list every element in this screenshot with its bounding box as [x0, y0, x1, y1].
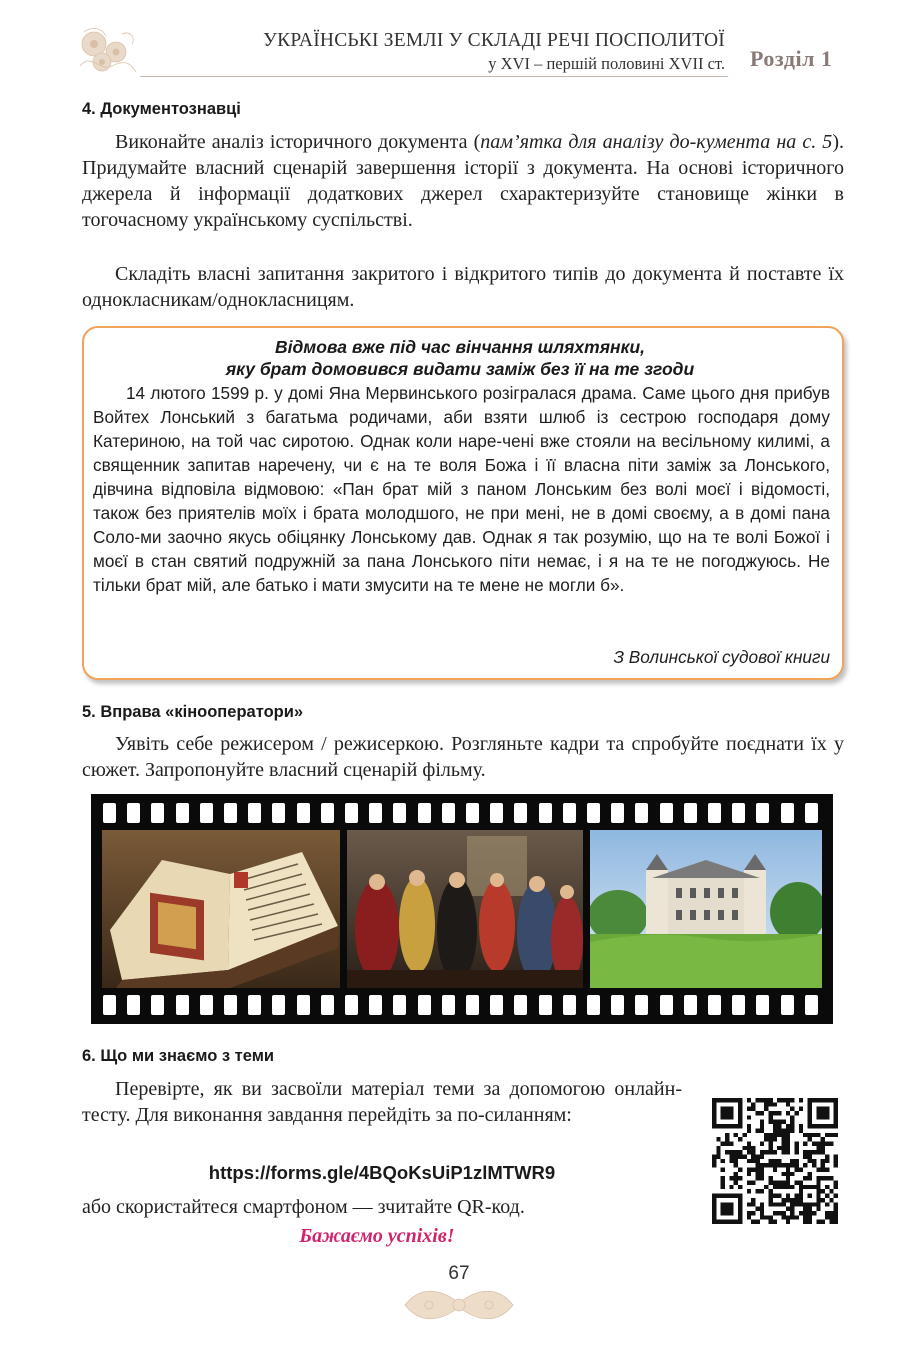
film-hole: [514, 803, 527, 823]
film-hole: [660, 803, 673, 823]
film-hole: [321, 995, 334, 1015]
film-hole: [490, 995, 503, 1015]
film-hole: [127, 803, 140, 823]
film-hole: [224, 995, 237, 1015]
film-hole: [781, 995, 794, 1015]
film-hole: [781, 803, 794, 823]
header-title: УКРАЇНСЬКІ ЗЕМЛІ У СКЛАДІ РЕЧІ ПОСПОЛИТОЇ: [263, 30, 725, 51]
film-hole: [176, 995, 189, 1015]
film-hole: [732, 995, 745, 1015]
castle-illustration: [590, 830, 822, 988]
film-hole: [176, 803, 189, 823]
document-source: З Волинської судової книги: [613, 647, 830, 667]
film-hole: [442, 803, 455, 823]
task6-paragraph-2: або скористайтеся смартфоном — зчитайте QR-код.: [82, 1196, 525, 1218]
document-title-line-1: Відмова вже під час вінчання шляхтянки,: [274, 337, 646, 357]
film-hole: [466, 803, 479, 823]
footer-ornament-icon: [399, 1283, 519, 1327]
film-hole: [200, 995, 213, 1015]
film-hole: [708, 803, 721, 823]
film-hole: [635, 995, 648, 1015]
film-hole: [103, 803, 116, 823]
film-hole: [103, 995, 116, 1015]
good-luck-text: Бажаємо успіхів!: [299, 1225, 455, 1247]
document-title-line-2: яку брат домовився видати заміж без її на те згоди: [225, 359, 695, 379]
film-hole: [756, 803, 769, 823]
document-body: 14 лютого 1599 р. у домі Яна Мервинського розігралася драма. Саме цього дня прибув Войтех Лонський з багатьма родичами, аби взяти шлюб із сестрою господаря дому Катериною, на той час сиротою. Однак коли наре-чені вже стояли на весільному килимі, а священник запитав наречену, чи є на те воля Божа і її власна піти заміж за Лонського, дівчина відповіла відмовою: «Пан брат мій з паном Лонським без волі моєї і відомості, також без приятелів моїх і брата молодшого, не при мені, не в домі своєму, а в домі пана Соло-ми заочно якусь обіцянку Лонському дав. Однак я так розумію, що на те волі Божої і моєї в стан святий подружній за пана Лонського піти немає, і я на те не погоджуюсь. Не тільки брат мій, але батько і мати змусити на те мене не могли б».: [93, 383, 830, 595]
task4-p1-start: Виконайте аналіз історичного документа (: [115, 131, 481, 153]
task6-paragraph-1: Перевірте, як ви засвоїли матеріал теми за допомогою онлайн-тесту. Для виконання завдання перейдіть за по-силанням:: [82, 1078, 682, 1126]
film-hole: [297, 995, 310, 1015]
film-hole: [151, 995, 164, 1015]
film-hole: [369, 803, 382, 823]
film-hole: [514, 995, 527, 1015]
film-hole: [224, 803, 237, 823]
film-hole: [200, 803, 213, 823]
test-link[interactable]: https://forms.gle/4BQoKsUiP1zlMTWR9: [208, 1162, 556, 1183]
film-hole: [369, 995, 382, 1015]
film-frame-painting: [347, 830, 583, 988]
film-hole: [272, 995, 285, 1015]
film-hole: [684, 803, 697, 823]
film-hole: [418, 995, 431, 1015]
header-divider: [140, 76, 728, 77]
task4-heading: 4. Документознавці: [82, 100, 241, 118]
film-hole: [611, 995, 624, 1015]
film-hole: [393, 995, 406, 1015]
film-hole: [660, 995, 673, 1015]
section-label: Розділ 1: [750, 46, 833, 71]
painting-illustration: [347, 830, 583, 988]
film-hole: [248, 803, 261, 823]
task4-paragraph-1: [82, 129, 844, 233]
task6-heading: 6. Що ми знаємо з теми: [82, 1047, 275, 1065]
task4-p1-end: ). Придумайте власний сценарій завершення історії з документа. На основі історичного джерела й інформації додаткових джерел схарактеризуйте становище жінки в тогочасному українському суспільстві.: [82, 131, 844, 231]
film-hole: [345, 995, 358, 1015]
film-hole: [635, 803, 648, 823]
film-hole: [563, 803, 576, 823]
task4-paragraph-2: Складіть власні запитання закритого і відкритого типів до документа й поставте їх однокласникам/однокласницям.: [82, 263, 844, 311]
film-hole: [805, 803, 818, 823]
film-hole: [539, 995, 552, 1015]
qr-code-icon[interactable]: [712, 1098, 838, 1224]
film-hole: [272, 803, 285, 823]
header-subtitle: у XVI – першій половині XVII ст.: [488, 54, 725, 73]
film-hole: [805, 995, 818, 1015]
film-hole: [611, 803, 624, 823]
task5-heading: 5. Вправа «кінооператори»: [82, 703, 304, 721]
film-hole: [563, 995, 576, 1015]
film-hole: [297, 803, 310, 823]
film-hole: [345, 803, 358, 823]
film-hole: [587, 803, 600, 823]
film-hole: [490, 803, 503, 823]
film-hole: [684, 995, 697, 1015]
film-hole: [151, 803, 164, 823]
film-frame-castle: [590, 830, 822, 988]
film-hole: [393, 803, 406, 823]
floral-ornament-icon: [72, 22, 142, 78]
film-hole: [466, 995, 479, 1015]
film-hole: [732, 803, 745, 823]
film-hole: [442, 995, 455, 1015]
film-strip: [91, 794, 833, 1024]
film-hole: [418, 803, 431, 823]
film-hole: [248, 995, 261, 1015]
film-hole: [587, 995, 600, 1015]
film-hole: [321, 803, 334, 823]
film-hole: [127, 995, 140, 1015]
film-frame-book: [102, 830, 340, 988]
film-hole: [756, 995, 769, 1015]
page-number: 67: [448, 1263, 470, 1284]
task5-paragraph: Уявіть себе режисером / режисеркою. Розгляньте кадри та спробуйте поєднати їх у сюжет. Запропонуйте власний сценарій фільму.: [82, 733, 844, 781]
book-illustration: [102, 830, 340, 988]
memo-reference-link[interactable]: пам’ятка для аналізу до-кумента на с. 5: [480, 131, 833, 153]
film-hole: [708, 995, 721, 1015]
film-hole: [539, 803, 552, 823]
